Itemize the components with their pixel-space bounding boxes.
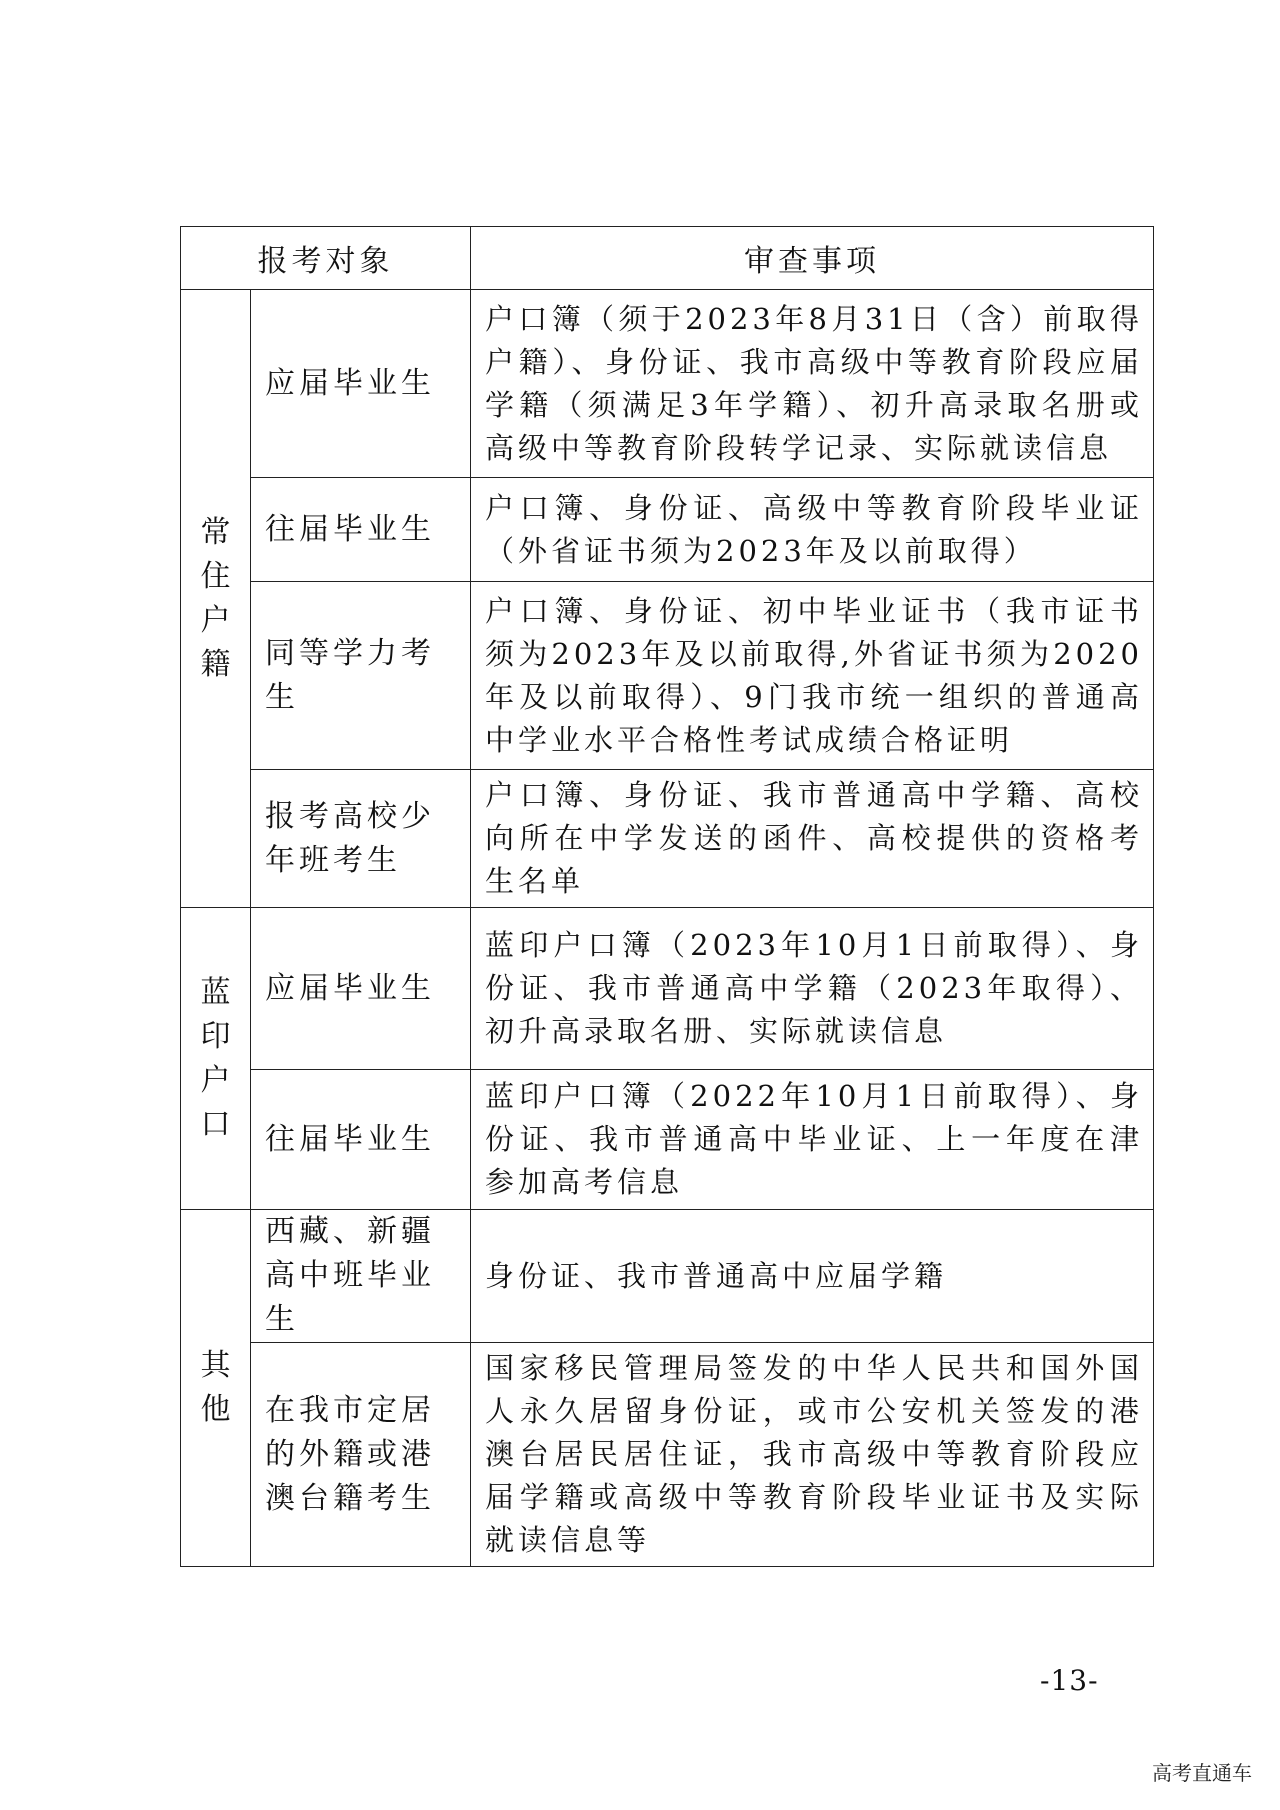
table-row <box>181 1343 1154 1567</box>
row-items: 户口簿、身份证、我市普通高中学籍、高校向所在中学发送的函件、高校提供的资格考生名单 <box>471 770 1154 908</box>
page-number: -13- <box>1040 1664 1099 1697</box>
group-label-char: 住 <box>200 558 231 594</box>
review-items-table <box>180 226 1154 1567</box>
group-label-char: 印 <box>200 1018 231 1054</box>
header-target: 报考对象 <box>181 227 471 290</box>
group-label-char: 蓝 <box>200 974 231 1010</box>
table-row <box>181 908 1154 1070</box>
table-row <box>181 1070 1154 1210</box>
watermark-text: 高考直通车 <box>1152 1761 1252 1785</box>
table-row <box>181 478 1154 582</box>
group-label-char: 籍 <box>200 646 231 682</box>
row-items: 户口簿、身份证、初中毕业证书（我市证书须为2023年及以前取得,外省证书须为2020年及以前取得）、9门我市统一组织的普通高中学业水平合格性考试成绩合格证明 <box>471 582 1154 770</box>
row-items: 身份证、我市普通高中应届学籍 <box>471 1210 1154 1343</box>
table-row <box>181 1210 1154 1343</box>
row-target: 往届毕业生 <box>251 1070 471 1210</box>
group-label-resident <box>181 290 251 908</box>
group-label-char: 户 <box>200 602 231 638</box>
row-items: 蓝印户口簿（2023年10月1日前取得）、身份证、我市普通高中学籍（2023年取得）、初升高录取名册、实际就读信息 <box>471 908 1154 1070</box>
row-target: 应届毕业生 <box>251 908 471 1070</box>
group-label-blue-stamp <box>181 908 251 1210</box>
group-label-other <box>181 1210 251 1567</box>
group-label-char: 常 <box>200 514 231 550</box>
table-row <box>181 582 1154 770</box>
row-items: 户口簿（须于2023年8月31日（含）前取得户籍）、身份证、我市高级中等教育阶段应届学籍（须满足3年学籍）、初升高录取名册或高级中等教育阶段转学记录、实际就读信息 <box>471 290 1154 478</box>
row-items: 蓝印户口簿（2022年10月1日前取得）、身份证、我市普通高中毕业证、上一年度在津参加高考信息 <box>471 1070 1154 1210</box>
group-label-char: 口 <box>200 1106 231 1142</box>
table-row <box>181 290 1154 478</box>
row-target: 报考高校少年班考生 <box>251 770 471 908</box>
group-label-char: 户 <box>200 1062 231 1098</box>
table-header-row <box>181 227 1154 290</box>
row-target: 西藏、新疆高中班毕业生 <box>251 1210 471 1343</box>
row-target: 同等学力考生 <box>251 582 471 770</box>
group-label-char: 他 <box>200 1392 231 1427</box>
table-row <box>181 770 1154 908</box>
row-target: 在我市定居的外籍或港澳台籍考生 <box>251 1343 471 1567</box>
row-target: 应届毕业生 <box>251 290 471 478</box>
group-label-char: 其 <box>200 1348 231 1383</box>
row-items: 户口簿、身份证、高级中等教育阶段毕业证（外省证书须为2023年及以前取得） <box>471 478 1154 582</box>
row-target: 往届毕业生 <box>251 478 471 582</box>
row-items: 国家移民管理局签发的中华人民共和国外国人永久居留身份证，或市公安机关签发的港澳台居民居住证，我市高级中等教育阶段应届学籍或高级中等教育阶段毕业证书及实际就读信息等 <box>471 1343 1154 1567</box>
header-items: 审查事项 <box>471 227 1154 290</box>
